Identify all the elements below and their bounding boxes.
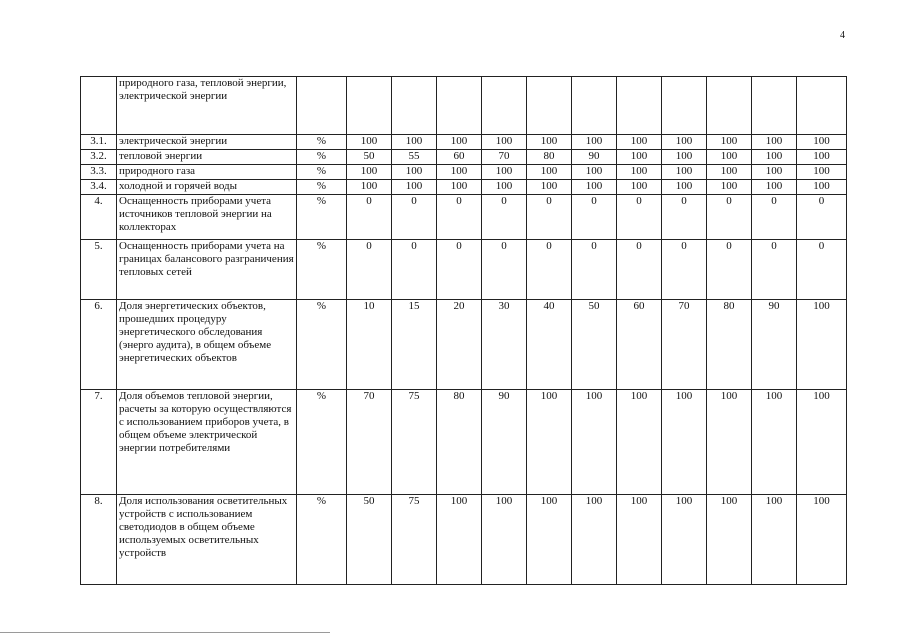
value-cell: 40: [527, 300, 572, 390]
value-cell: 55: [392, 150, 437, 165]
value-cell: 0: [437, 240, 482, 300]
indicators-table: [80, 76, 847, 585]
value-cell: 100: [707, 150, 752, 165]
value-cell: 100: [617, 135, 662, 150]
value-cell: 100: [392, 135, 437, 150]
indicator-name: Доля использования осветительных устройств с использованием светодиодов в общем объеме используемых осветительных устройств: [117, 495, 297, 585]
value-cell: 100: [482, 165, 527, 180]
row-number: 3.4.: [81, 180, 117, 195]
value-cell: 100: [347, 165, 392, 180]
value-cell: 100: [797, 495, 847, 585]
value-cell: 80: [437, 390, 482, 495]
table-row: [81, 300, 847, 390]
value-cell: [797, 77, 847, 135]
value-cell: 90: [482, 390, 527, 495]
value-cell: 100: [752, 390, 797, 495]
value-cell: 0: [572, 240, 617, 300]
value-cell: 100: [527, 495, 572, 585]
value-cell: 0: [482, 195, 527, 240]
value-cell: 20: [437, 300, 482, 390]
table-row: [81, 240, 847, 300]
row-number: 8.: [81, 495, 117, 585]
value-cell: 100: [752, 150, 797, 165]
value-cell: 50: [347, 495, 392, 585]
value-cell: 100: [482, 180, 527, 195]
indicator-name: холодной и горячей воды: [117, 180, 297, 195]
value-cell: 100: [392, 165, 437, 180]
value-cell: 100: [527, 135, 572, 150]
indicator-name: тепловой энергии: [117, 150, 297, 165]
value-cell: 100: [662, 495, 707, 585]
value-cell: 100: [392, 180, 437, 195]
value-cell: 100: [707, 180, 752, 195]
value-cell: 100: [617, 150, 662, 165]
value-cell: [482, 77, 527, 135]
value-cell: 30: [482, 300, 527, 390]
value-cell: 100: [617, 180, 662, 195]
value-cell: 100: [572, 180, 617, 195]
value-cell: 80: [707, 300, 752, 390]
value-cell: 100: [707, 495, 752, 585]
value-cell: 0: [797, 240, 847, 300]
value-cell: [662, 77, 707, 135]
table-row: [81, 77, 847, 135]
value-cell: 0: [347, 240, 392, 300]
unit-cell: %: [297, 300, 347, 390]
value-cell: 100: [617, 390, 662, 495]
value-cell: [527, 77, 572, 135]
value-cell: 100: [572, 390, 617, 495]
table-row: [81, 150, 847, 165]
unit-cell: %: [297, 135, 347, 150]
unit-cell: %: [297, 195, 347, 240]
value-cell: 0: [437, 195, 482, 240]
value-cell: 100: [572, 165, 617, 180]
value-cell: 50: [347, 150, 392, 165]
value-cell: 100: [707, 165, 752, 180]
value-cell: [572, 77, 617, 135]
value-cell: 0: [347, 195, 392, 240]
unit-cell: %: [297, 495, 347, 585]
value-cell: 100: [437, 135, 482, 150]
row-number: 6.: [81, 300, 117, 390]
value-cell: 80: [527, 150, 572, 165]
row-number: 3.3.: [81, 165, 117, 180]
value-cell: 90: [572, 150, 617, 165]
value-cell: 100: [437, 495, 482, 585]
value-cell: 60: [437, 150, 482, 165]
table-row: [81, 495, 847, 585]
value-cell: 100: [662, 165, 707, 180]
value-cell: 50: [572, 300, 617, 390]
value-cell: 100: [572, 495, 617, 585]
unit-cell: %: [297, 165, 347, 180]
value-cell: 100: [752, 135, 797, 150]
value-cell: 0: [392, 240, 437, 300]
value-cell: 100: [797, 390, 847, 495]
value-cell: 100: [347, 135, 392, 150]
value-cell: 100: [662, 390, 707, 495]
value-cell: 10: [347, 300, 392, 390]
value-cell: 100: [527, 390, 572, 495]
value-cell: 100: [527, 180, 572, 195]
value-cell: 100: [437, 165, 482, 180]
value-cell: 100: [662, 180, 707, 195]
indicator-name: Оснащенность приборами учета на границах балансового разграничения тепловых сетей: [117, 240, 297, 300]
value-cell: 15: [392, 300, 437, 390]
value-cell: 0: [797, 195, 847, 240]
footer-line: [0, 632, 330, 633]
value-cell: 100: [527, 165, 572, 180]
value-cell: 0: [572, 195, 617, 240]
indicator-name: природного газа: [117, 165, 297, 180]
value-cell: 100: [482, 495, 527, 585]
value-cell: [707, 77, 752, 135]
table-row: [81, 180, 847, 195]
row-number: 4.: [81, 195, 117, 240]
value-cell: 100: [752, 495, 797, 585]
value-cell: 0: [482, 240, 527, 300]
value-cell: 0: [392, 195, 437, 240]
value-cell: 100: [617, 165, 662, 180]
value-cell: 100: [797, 150, 847, 165]
value-cell: 0: [617, 240, 662, 300]
row-number: 3.2.: [81, 150, 117, 165]
table-row: [81, 195, 847, 240]
value-cell: 100: [662, 135, 707, 150]
row-number: 7.: [81, 390, 117, 495]
value-cell: 0: [752, 195, 797, 240]
value-cell: 70: [482, 150, 527, 165]
unit-cell: %: [297, 390, 347, 495]
value-cell: [347, 77, 392, 135]
value-cell: 100: [662, 150, 707, 165]
indicator-name: природного газа, тепловой энергии, электрической энергии: [117, 77, 297, 135]
value-cell: 70: [662, 300, 707, 390]
value-cell: 75: [392, 390, 437, 495]
value-cell: 0: [662, 195, 707, 240]
value-cell: 100: [482, 135, 527, 150]
value-cell: 100: [617, 495, 662, 585]
value-cell: 0: [527, 240, 572, 300]
value-cell: 75: [392, 495, 437, 585]
value-cell: 100: [797, 135, 847, 150]
value-cell: 90: [752, 300, 797, 390]
value-cell: [437, 77, 482, 135]
value-cell: 0: [707, 195, 752, 240]
row-number: [81, 77, 117, 135]
indicator-name: электрической энергии: [117, 135, 297, 150]
value-cell: 0: [752, 240, 797, 300]
indicator-name: Доля объемов тепловой энергии, расчеты за которую осуществляются с использованием приборов учета, в общем объеме электрической энергии потребителями: [117, 390, 297, 495]
value-cell: 100: [707, 390, 752, 495]
value-cell: 100: [752, 165, 797, 180]
value-cell: 100: [437, 180, 482, 195]
indicator-name: Оснащенность приборами учета источников тепловой энергии на коллекторах: [117, 195, 297, 240]
row-number: 5.: [81, 240, 117, 300]
value-cell: 0: [617, 195, 662, 240]
unit-cell: %: [297, 150, 347, 165]
table-row: [81, 165, 847, 180]
value-cell: 0: [662, 240, 707, 300]
unit-cell: %: [297, 240, 347, 300]
value-cell: 100: [707, 135, 752, 150]
value-cell: [752, 77, 797, 135]
value-cell: 100: [797, 180, 847, 195]
value-cell: 60: [617, 300, 662, 390]
value-cell: 100: [572, 135, 617, 150]
table-row: [81, 135, 847, 150]
indicator-name: Доля энергетических объектов, прошедших процедуру энергетического обследования (энерго аудита), в общем объеме энергетических объектов: [117, 300, 297, 390]
page-number: 4: [840, 30, 845, 41]
value-cell: 100: [752, 180, 797, 195]
value-cell: 70: [347, 390, 392, 495]
unit-cell: %: [297, 180, 347, 195]
value-cell: 100: [797, 165, 847, 180]
unit-cell: [297, 77, 347, 135]
value-cell: [617, 77, 662, 135]
value-cell: 0: [527, 195, 572, 240]
value-cell: [392, 77, 437, 135]
value-cell: 100: [347, 180, 392, 195]
row-number: 3.1.: [81, 135, 117, 150]
table-row: [81, 390, 847, 495]
value-cell: 0: [707, 240, 752, 300]
value-cell: 100: [797, 300, 847, 390]
